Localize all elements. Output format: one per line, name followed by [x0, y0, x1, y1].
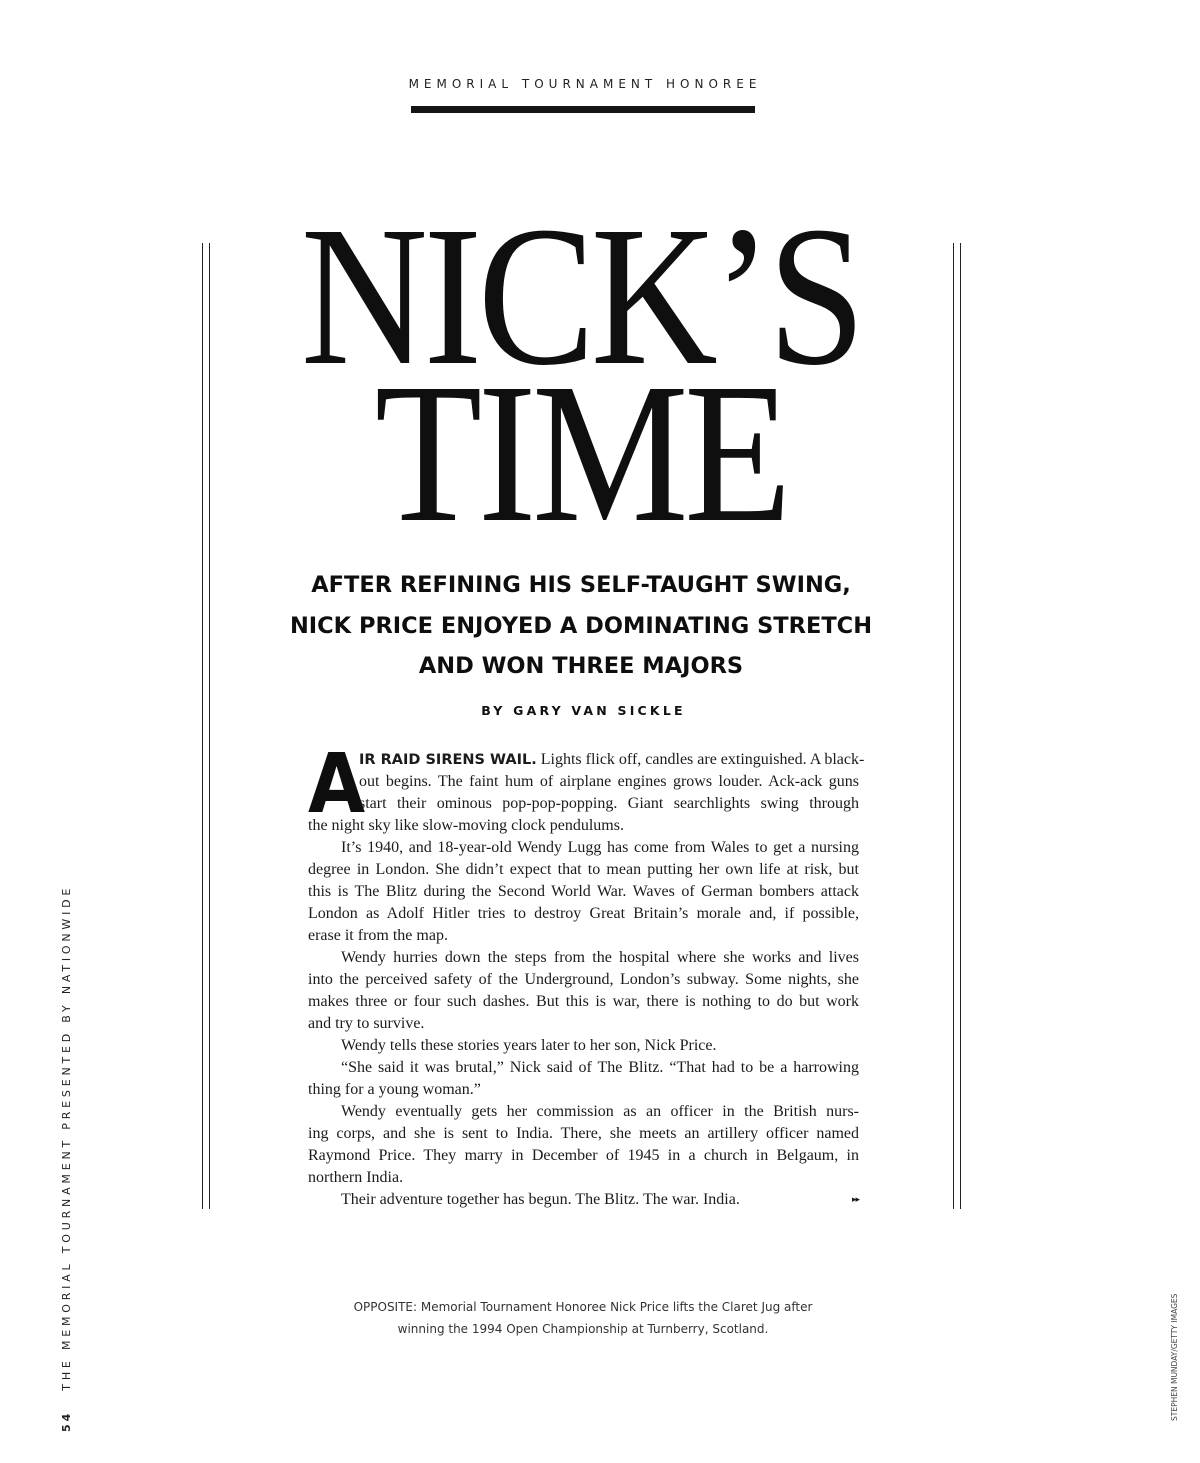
- body-line: Their adventure together has begun. The Blitz. The war. India. ▸▸: [308, 1189, 859, 1211]
- page-number: 54: [60, 1410, 73, 1432]
- body-line: ing corps, and she is sent to India. There, she meets an artillery officer named: [308, 1125, 859, 1142]
- left-rule-inner: [209, 243, 210, 1209]
- right-rule-outer: [960, 243, 961, 1209]
- left-rule-outer: [202, 243, 203, 1209]
- caption-line-1: OPPOSITE: Memorial Tournament Honoree Nick Price lifts the Claret Jug after: [353, 1300, 813, 1314]
- body-line: this is The Blitz during the Second World War. Waves of German bombers attack: [308, 883, 859, 900]
- body-line: and try to survive.: [308, 1015, 425, 1032]
- dek-line-2: NICK PRICE ENJOYED A DOMINATING STRETCH: [289, 612, 873, 639]
- body-line: London as Adolf Hitler tries to destroy Great Britain’s morale and, if possible,: [308, 905, 859, 922]
- headline-line-1: NICK’S: [300, 186, 862, 407]
- dek-line-1: AFTER REFINING HIS SELF-TAUGHT SWING,: [311, 572, 851, 598]
- photo-caption: [283, 1296, 883, 1340]
- byline: BY GARY VAN SICKLE: [481, 703, 686, 718]
- body-line: Wendy hurries down the steps from the hospital where she works and lives: [341, 949, 859, 966]
- body-line: IR RAID SIRENS WAIL. Lights flick off, candles are extinguished. A black-: [359, 751, 865, 768]
- headline-line-2: TIME: [374, 343, 788, 564]
- continue-arrows-icon: ▸▸: [851, 1195, 859, 1205]
- body-line: degree in London. She didn’t expect that to mean putting her own life at risk, but: [308, 861, 859, 878]
- body-line: Wendy tells these stories years later to her son, Nick Price.: [341, 1037, 717, 1054]
- body-line: Wendy eventually gets her commission as an officer in the British nurs-: [341, 1103, 859, 1120]
- section-kicker: MEMORIAL TOURNAMENT HONOREE: [408, 77, 762, 91]
- dek-line-3: AND WON THREE MAJORS: [418, 653, 744, 679]
- run-in-lead: IR RAID SIRENS WAIL.: [359, 752, 537, 768]
- body-line: Raymond Price. They marry in December of 1945 in a church in Belgaum, in: [308, 1147, 859, 1164]
- dek: [283, 565, 879, 687]
- body-line: the night sky like slow-moving clock pendulums.: [308, 817, 624, 834]
- kicker-rule: [411, 106, 755, 113]
- article-body: [308, 737, 865, 1211]
- body-line: thing for a young woman.”: [308, 1081, 481, 1098]
- body-line: northern India.: [308, 1169, 404, 1186]
- body-line: start their ominous pop-pop-popping. Giant searchlights swing through: [359, 795, 859, 812]
- body-line: into the perceived safety of the Underground, London’s subway. Some nights, she: [308, 971, 859, 988]
- body-line: makes three or four such dashes. But this is war, there is nothing to do but work: [308, 993, 859, 1010]
- side-folio: [60, 885, 73, 1432]
- body-line: out begins. The faint hum of airplane engines grows louder. Ack-ack guns: [359, 773, 859, 790]
- running-title: THE MEMORIAL TOURNAMENT PRESENTED BY NATIONWIDE: [60, 884, 73, 1391]
- headline: [255, 186, 908, 564]
- body-line: “She said it was brutal,” Nick said of The Blitz. “That had to be a harrowing: [341, 1059, 859, 1076]
- body-line: erase it from the map.: [308, 927, 448, 944]
- photo-credit: STEPHEN MUNDAY/GETTY IMAGES: [1170, 1293, 1179, 1421]
- body-line: It’s 1940, and 18-year-old Wendy Lugg has come from Wales to get a nursing: [341, 839, 859, 856]
- drop-cap: A: [308, 737, 366, 832]
- caption-line-2: winning the 1994 Open Championship at Turnberry, Scotland.: [397, 1322, 769, 1336]
- right-rule-inner: [953, 243, 954, 1209]
